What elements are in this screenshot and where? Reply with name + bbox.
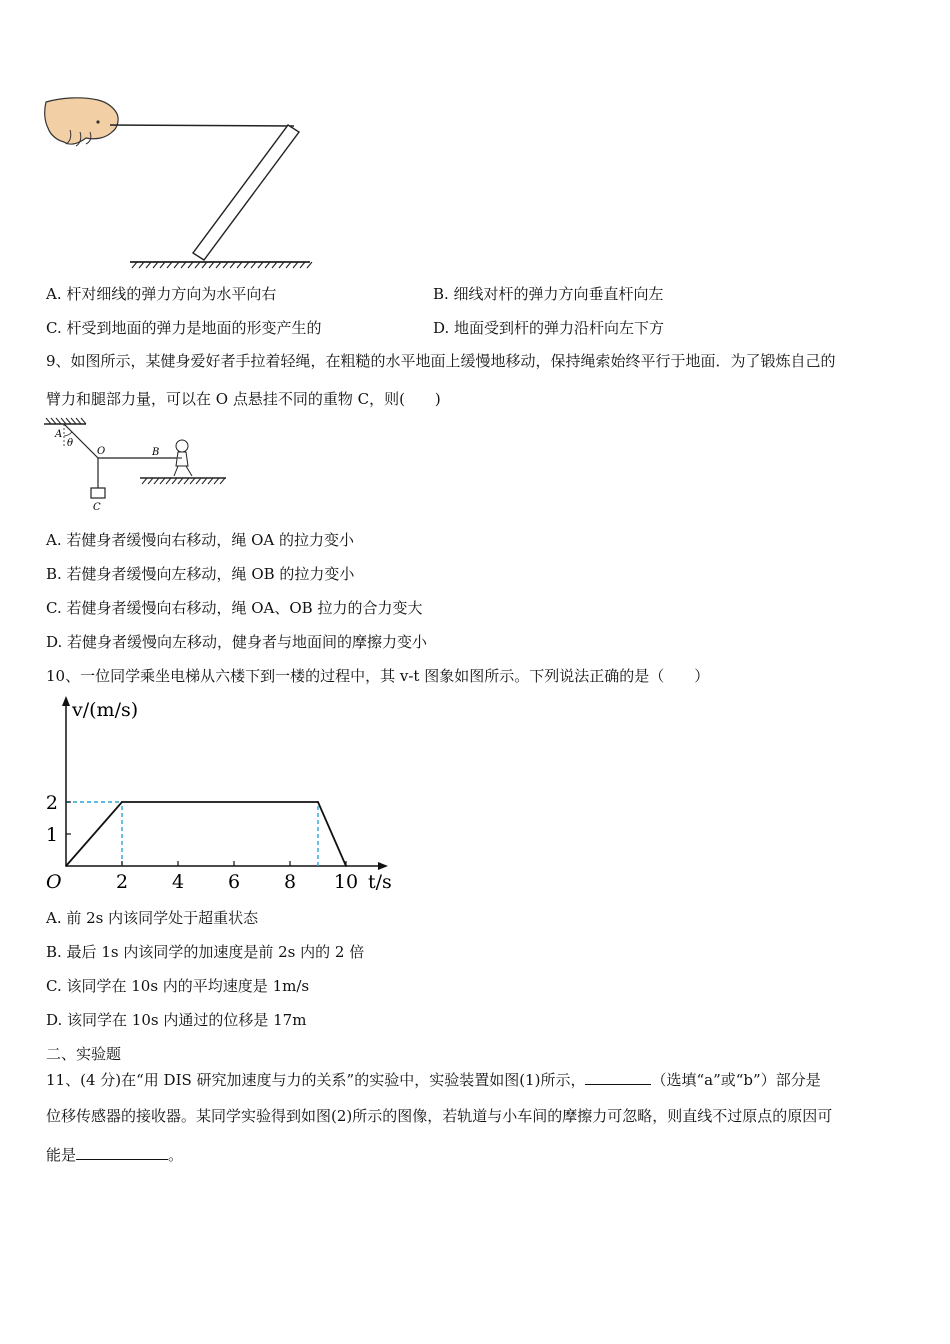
hand-icon <box>45 98 118 146</box>
q9-stem-line2: 臂力和腿部力量，可以在 O 点悬挂不同的重物 C，则( ) <box>46 390 441 408</box>
label-c: C <box>93 502 101 513</box>
y-axis-arrow <box>62 696 70 706</box>
q11-line2: 位移传感器的接收器。某同学实验得到如图(2)所示的图像，若轨道与小车间的摩擦力可忽略，则直线不过原点的原因可 <box>46 1107 833 1125</box>
data-point-0-2 <box>317 801 319 803</box>
q11-line3-a: 能是 <box>46 1146 77 1164</box>
q8-option-a: A. 杆对细线的弹力方向为水平向右 <box>46 285 277 303</box>
x-tick-label-2: 6 <box>227 871 241 893</box>
q9-stem-line1: 9、如图所示，某健身爱好者手拉着轻绳，在粗糙的水平地面上缓慢地移动，保持绳索始终平行于地面．为了锻炼自己的 <box>46 352 836 370</box>
label-b: B <box>152 447 160 458</box>
person-icon <box>174 440 192 476</box>
label-o: O <box>97 446 106 457</box>
rod <box>193 125 299 260</box>
q9-option-c: C. 若健身者缓慢向右移动，绳 OA、OB 拉力的合力变大 <box>46 599 423 617</box>
x-axis-label: t/s <box>368 871 392 893</box>
q9-figure <box>40 416 240 516</box>
y-axis-label: v/(m/s) <box>72 699 139 721</box>
q10-option-a: A. 前 2s 内该同学处于超重状态 <box>46 909 259 927</box>
label-theta: θ <box>67 438 74 449</box>
q11-line3 <box>46 1144 183 1165</box>
origin-label: O <box>46 871 62 893</box>
q8-option-d: D. 地面受到杆的弹力沿杆向左下方 <box>433 319 665 337</box>
q11-line3-b: 。 <box>168 1146 184 1164</box>
ground-hatch-q9 <box>142 478 225 484</box>
q11-line1-a: 11、(4 分)在“用 DIS 研究加速度与力的关系”的实验中，实验装置如图(1)所示， <box>46 1071 586 1089</box>
vt-chart <box>40 694 400 900</box>
x-axis-arrow <box>378 862 388 870</box>
label-a: A <box>55 429 63 440</box>
q9-option-d: D. 若健身者缓慢向左移动，健身者与地面间的摩擦力变小 <box>46 633 428 651</box>
q8-rod-figure <box>40 92 320 274</box>
y-tick-label-1: 2 <box>45 792 58 814</box>
data-point-0-0 <box>65 865 67 867</box>
q10-option-c: C. 该同学在 10s 内的平均速度是 1m/s <box>46 977 310 995</box>
x-tick-label-3: 8 <box>283 871 297 893</box>
q8-option-b: B. 细线对杆的弹力方向垂直杆向左 <box>433 285 664 303</box>
q10-option-d: D. 该同学在 10s 内通过的位移是 17m <box>46 1011 307 1029</box>
thread <box>110 125 294 126</box>
weight-c <box>91 488 105 498</box>
q9-option-b: B. 若健身者缓慢向左移动，绳 OB 的拉力变小 <box>46 565 355 583</box>
y-tick-label-0: 1 <box>45 824 58 846</box>
q11-line1-b: （选填“a”或“b”）部分是 <box>651 1071 821 1089</box>
x-tick-label-1: 4 <box>171 871 185 893</box>
x-tick-label-0: 2 <box>115 871 129 893</box>
section-heading: 二、实验题 <box>46 1045 122 1063</box>
q11-blank-1[interactable] <box>585 1069 651 1085</box>
x-tick-label-4: 10 <box>333 871 359 893</box>
data-point-0-1 <box>121 801 123 803</box>
q10-option-b: B. 最后 1s 内该同学的加速度是前 2s 内的 2 倍 <box>46 943 365 961</box>
theta-arc <box>64 432 72 436</box>
q8-option-c: C. 杆受到地面的弹力是地面的形变产生的 <box>46 319 322 337</box>
q11-line1 <box>46 1069 821 1090</box>
series-line-0 <box>66 802 346 866</box>
q9-option-a: A. 若健身者缓慢向右移动，绳 OA 的拉力变小 <box>46 531 355 549</box>
q11-blank-2[interactable] <box>76 1144 168 1160</box>
q10-stem: 10、一位同学乘坐电梯从六楼下到一楼的过程中，其 v-t 图象如图所示。下列说法正确的是（ ） <box>46 667 710 685</box>
ceiling-hatch <box>46 418 86 424</box>
